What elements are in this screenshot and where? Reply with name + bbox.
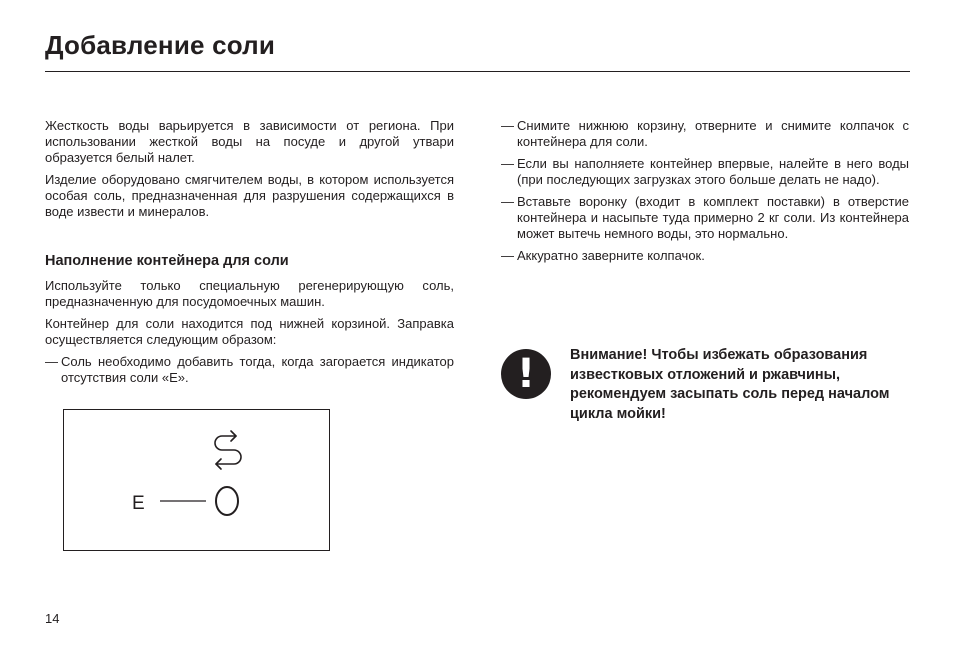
dash-bullet: — [501, 194, 514, 209]
salt-indicator-illustration [63, 409, 330, 551]
dash-bullet: — [501, 156, 514, 171]
intro-paragraph: Жесткость воды варьируется в зависимости от региона. При использовании жесткой воды на посуде и другой утвари образуется белый налет. [45, 118, 454, 165]
section-paragraph: Контейнер для соли находится под нижней корзиной. Заправка осуществляется следующим образом: [45, 316, 454, 347]
warning-text: Внимание! Чтобы избежать образования известковых отложений и ржавчины, рекомендуем засыпать соль перед началом цикла мойки! [570, 347, 890, 422]
list-item [501, 194, 909, 242]
list-item [501, 118, 909, 150]
list-item-text: Вставьте воронку (входит в комплект поставки) в отверстие контейнера и насыпьте туда примерно 2 кг соли. Из контейнера может вытечь немного воды, это нормально. [517, 194, 909, 241]
right-column [501, 118, 909, 270]
list-item-text: Снимите нижнюю корзину, отверните и снимите колпачок с контейнера для соли. [517, 118, 909, 149]
salt-indicator-lamp-icon [216, 487, 238, 515]
water-softener-icon [215, 431, 241, 469]
exclamation-icon: ! [501, 349, 551, 399]
left-column [45, 118, 454, 392]
warning-notice [501, 346, 911, 424]
intro-paragraph: Изделие оборудовано смягчителем воды, в котором используется особая соль, предназначенная для разрушения содержащихся в воде извести и минералов. [45, 172, 454, 219]
section-paragraph: Используйте только специальную регенерирующую соль, предназначенную для посудомоечных машин. [45, 278, 454, 309]
page-number: 14 [45, 611, 60, 626]
list-item [501, 248, 909, 264]
dash-bullet: — [45, 354, 58, 369]
list-item [501, 156, 909, 188]
list-item [45, 354, 454, 386]
list-item-text: Если вы наполняете контейнер впервые, налейте в него воды (при последующих загрузках этого больше делать не надо). [517, 156, 909, 187]
section-heading: Наполнение контейнера для соли [45, 253, 289, 269]
indicator-diagram [64, 410, 331, 552]
list-item-text: Соль необходимо добавить тогда, когда загорается индикатор отсутствия соли «E». [61, 354, 454, 385]
page-title: Добавление соли [45, 30, 276, 60]
list-item-text: Аккуратно заверните колпачок. [517, 248, 705, 263]
dash-bullet: — [501, 248, 514, 263]
dash-bullet: — [501, 118, 514, 133]
title-divider [45, 71, 910, 72]
indicator-label: E [132, 493, 145, 514]
